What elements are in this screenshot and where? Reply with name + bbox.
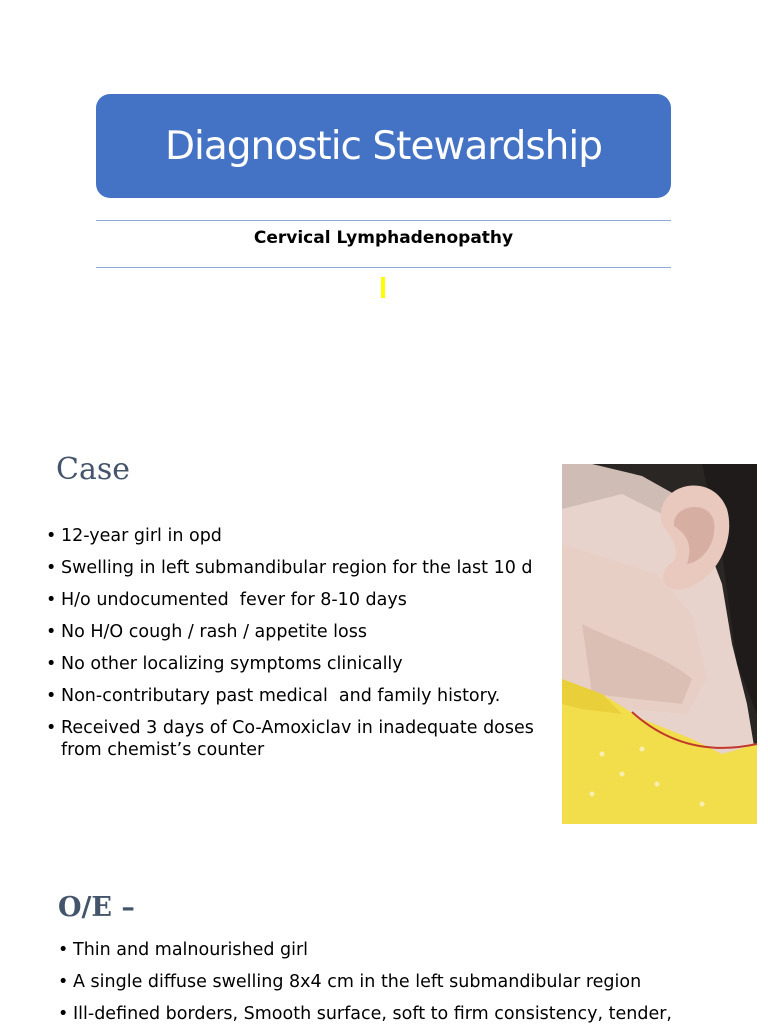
case-bullet: • H/o undocumented fever for 8-10 days	[46, 589, 556, 611]
case-bullet: • 12-year girl in opd	[46, 525, 556, 547]
text-cursor	[381, 277, 385, 298]
slide-subtitle: Cervical Lymphadenopathy	[253, 228, 514, 248]
oe-heading: O/E –	[58, 892, 135, 923]
slide-title: Diagnostic Stewardship	[165, 123, 602, 169]
oe-bullet: • Ill-defined borders, Smooth surface, soft to firm consistency, tender,	[58, 1003, 768, 1025]
case-bullet: • Received 3 days of Co-Amoxiclav in inadequate doses from chemist’s counter	[46, 717, 556, 761]
oe-bullet: • A single diffuse swelling 8x4 cm in the left submandibular region	[58, 971, 768, 993]
title-banner	[96, 94, 671, 198]
case-bullet: • No H/O cough / rash / appetite loss	[46, 621, 556, 643]
oe-bullet-list	[58, 939, 768, 1035]
divider-top	[96, 220, 671, 221]
oe-bullet: • Thin and malnourished girl	[58, 939, 768, 961]
case-bullet: • Swelling in left submandibular region for the last 10 d	[46, 557, 556, 579]
case-bullet: • Non-contributary past medical and family history.	[46, 685, 556, 707]
case-heading: Case	[56, 452, 130, 487]
divider-bottom	[96, 267, 671, 268]
case-bullet: • No other localizing symptoms clinically	[46, 653, 556, 675]
case-bullet-list	[46, 525, 556, 771]
patient-neck-photo	[562, 464, 757, 824]
